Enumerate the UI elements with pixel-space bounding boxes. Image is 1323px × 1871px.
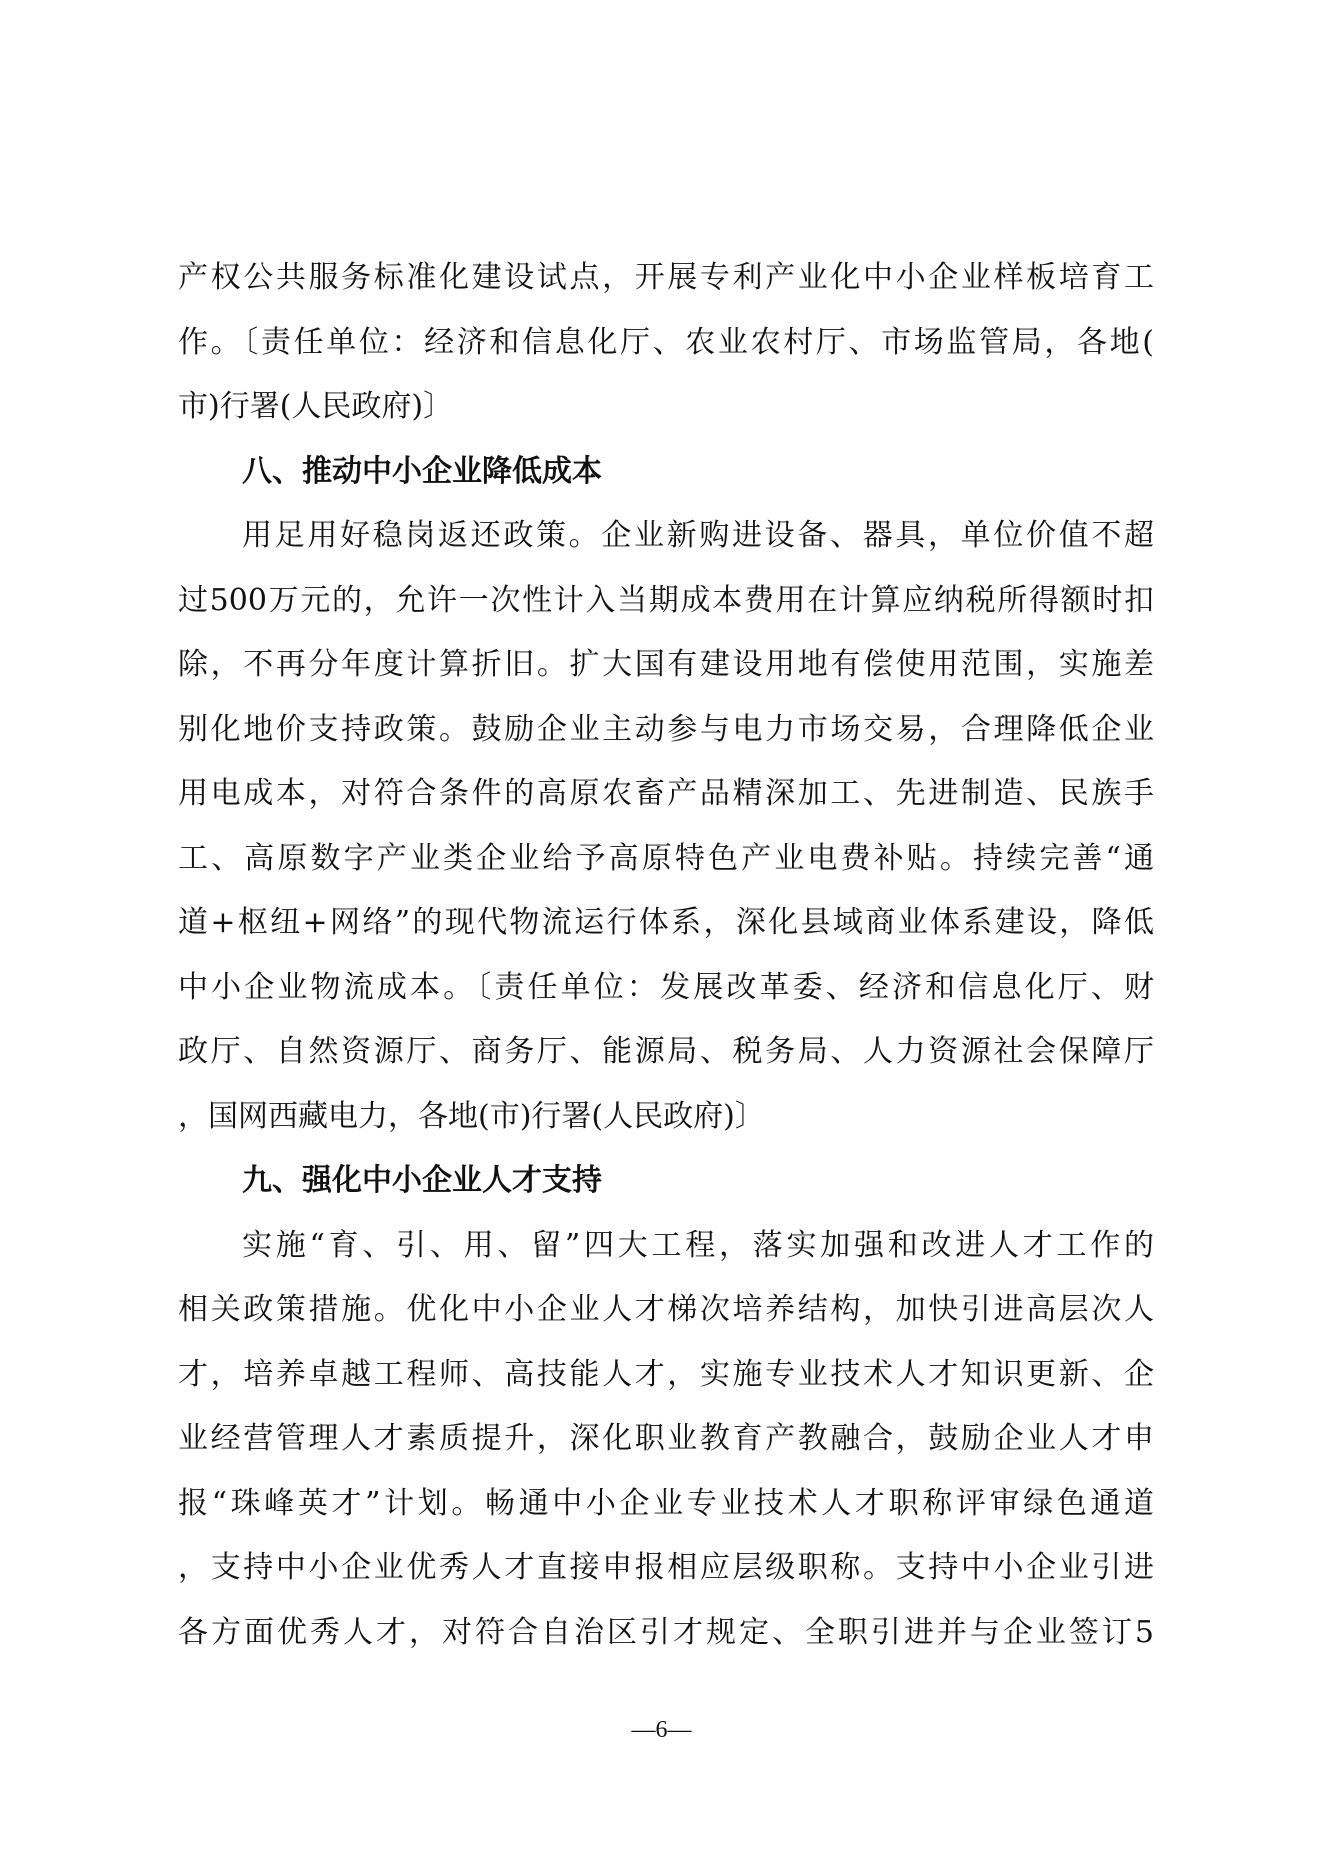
text-line: 业经营管理人才素质提升，深化职业教育产教融合，鼓励企业人才申 (178, 1421, 1154, 1456)
text-line: 除，不再分年度计算折旧。扩大国有建设用地有偿使用范围，实施差 (178, 647, 1154, 682)
text-line: 市)行署(人民政府)〕 (178, 389, 454, 424)
text-line: ，支持中小企业优秀人才直接申报相应层级职称。支持中小企业引进 (178, 1550, 1154, 1585)
text-line: 各方面优秀人才，对符合自治区引才规定、全职引进并与企业签订5 (178, 1614, 1154, 1650)
text-line: 作。〔责任单位：经济和信息化厅、农业农村厅、市场监管局，各地( (178, 324, 1154, 360)
text-line: 才，培养卓越工程师、高技能人才，实施专业技术人才知识更新、企 (178, 1356, 1154, 1392)
paragraph-continuation (178, 246, 1154, 440)
text-line: 实施“育、引、用、留”四大工程，落实加强和改进人才工作的 (242, 1227, 1154, 1263)
section-heading-8: 八、推动中小企业降低成本 (242, 453, 602, 489)
section-heading-9: 九、强化中小企业人才支持 (242, 1163, 602, 1198)
section-9-paragraph (178, 1214, 1154, 1666)
text-line: 工、高原数字产业类企业给予高原特色产业电费补贴。持续完善“通 (178, 840, 1154, 876)
text-line: 相关政策措施。优化中小企业人才梯次培养结构，加快引进高层次人 (178, 1292, 1154, 1327)
text-line: 政厅、自然资源厅、商务厅、能源局、税务局、人力资源社会保障厅 (178, 1034, 1154, 1069)
text-line: ，国网西藏电力，各地(市)行署(人民政府)〕 (178, 1098, 765, 1134)
text-line: 道+枢纽+网络”的现代物流运行体系，深化县域商业体系建设，降低 (178, 905, 1154, 940)
section-8-paragraph (178, 504, 1154, 1149)
text-line: 过500万元的，允许一次性计入当期成本费用在计算应纳税所得额时扣 (178, 582, 1154, 618)
text-line: 别化地价支持政策。鼓励企业主动参与电力市场交易，合理降低企业 (178, 711, 1154, 747)
page-number: —6— (631, 1717, 692, 1743)
text-line: 用电成本，对符合条件的高原农畜产品精深加工、先进制造、民族手 (178, 776, 1154, 811)
text-line: 中小企业物流成本。〔责任单位：发展改革委、经济和信息化厅、财 (178, 969, 1154, 1005)
text-line: 报“珠峰英才”计划。畅通中小企业专业技术人才职称评审绿色通道 (178, 1485, 1154, 1521)
text-line: 产权公共服务标准化建设试点，开展专利产业化中小企业样板培育工 (178, 260, 1154, 295)
text-line: 用足用好稳岗返还政策。企业新购进设备、器具，单位价值不超 (242, 518, 1154, 553)
document-body (178, 246, 1154, 1665)
